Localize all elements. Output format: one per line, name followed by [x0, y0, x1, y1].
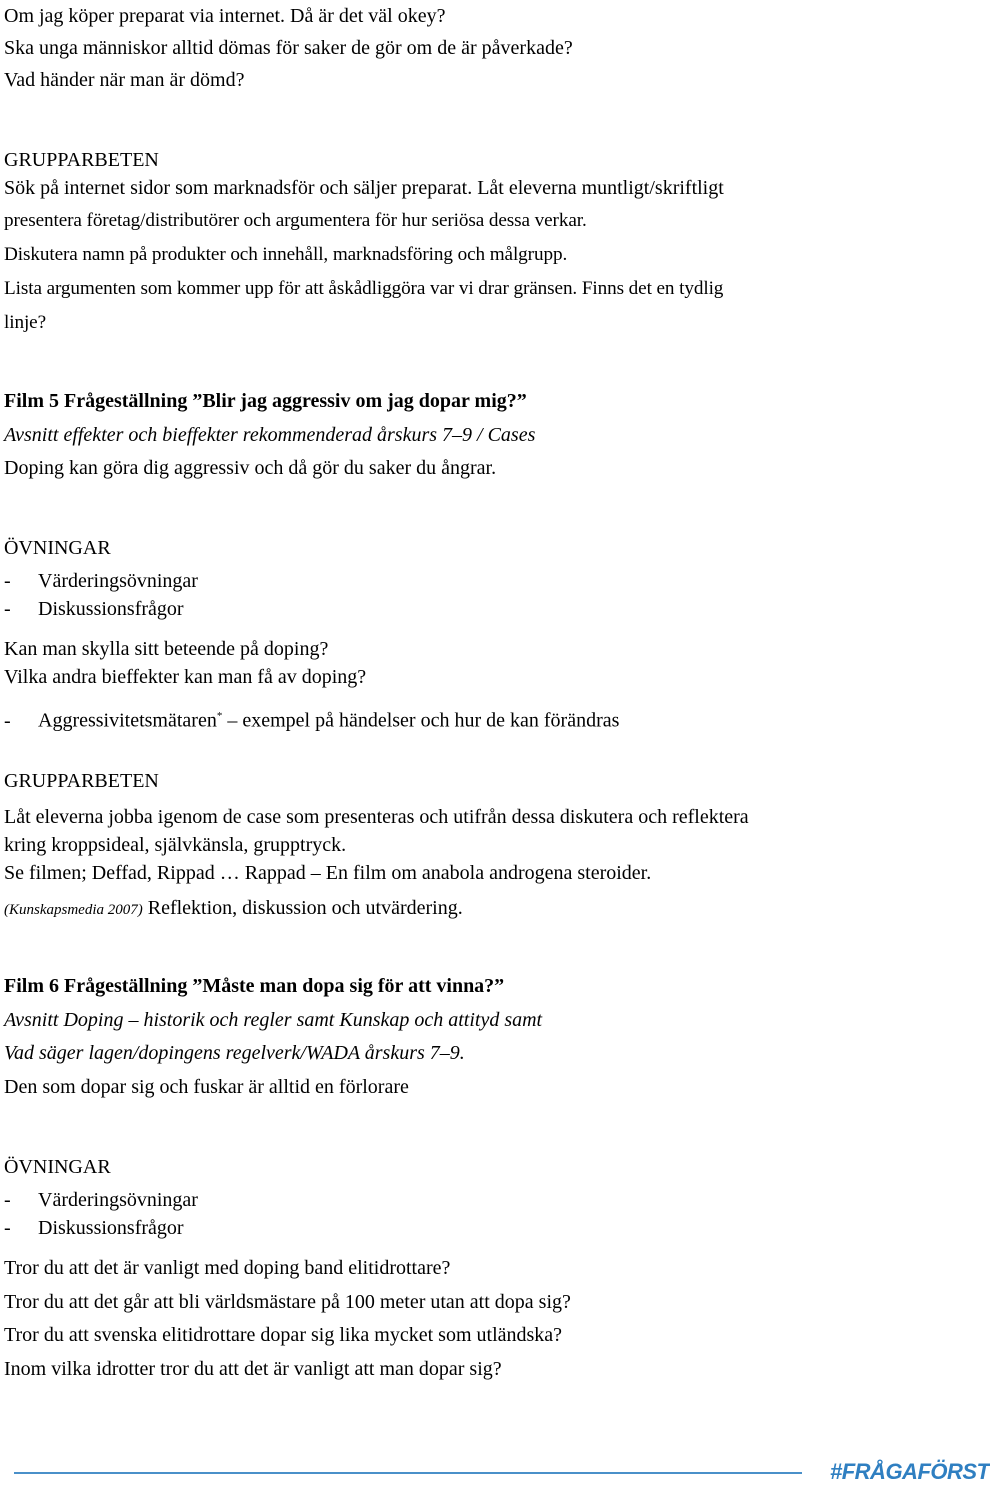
section-heading-ovningar: ÖVNINGAR — [4, 537, 111, 559]
paragraph-text: Reflektion, diskussion och utvärdering. — [147, 897, 463, 919]
discussion-question: Tror du att svenska elitidrottare dopar sig lika mycket som utländska? — [4, 1324, 563, 1346]
question-line: Ska unga människor alltid dömas för saker de gör om de är påverkade? — [4, 37, 573, 59]
list-dash: - — [4, 1189, 11, 1211]
paragraph-line: Sök på internet sidor som marknadsför och säljer preparat. Låt eleverna muntligt/skriftligt — [4, 177, 724, 199]
question-line: Vad händer när man är dömd? — [4, 69, 245, 91]
discussion-question: Inom vilka idrotter tror du att det är vanligt att man dopar sig? — [4, 1358, 502, 1380]
list-item-text: Värderingsövningar — [38, 1189, 198, 1211]
discussion-question: Tror du att det går att bli världsmästare på 100 meter utan att dopa sig? — [4, 1291, 571, 1313]
reference-citation: (Kunskapsmedia 2007) — [4, 902, 143, 918]
paragraph-line: linje? — [4, 312, 47, 333]
paragraph-line: kring kroppsideal, självkänsla, grupptryck. — [4, 834, 347, 856]
film-5-description: Doping kan göra dig aggressiv och då gör du saker du ångrar. — [4, 457, 497, 479]
film-6-description: Den som dopar sig och fuskar är alltid en förlorare — [4, 1076, 409, 1098]
discussion-question: Kan man skylla sitt beteende på doping? — [4, 638, 329, 660]
fragaforst-logo: #FRÅGAFÖRST — [830, 1459, 990, 1484]
film-5-title: Film 5 Frågeställning ”Blir jag aggressiv om jag dopar mig?” — [4, 390, 527, 412]
paragraph-line: presentera företag/distributörer och argumentera för hur seriösa dessa verkar. — [4, 210, 587, 231]
list-item — [4, 704, 619, 733]
list-item-text: – exempel på händelser och hur de kan förändras — [222, 709, 620, 732]
list-dash: - — [4, 598, 11, 620]
paragraph-line: Lista argumenten som kommer upp för att åskådliggöra var vi drar gränsen. Finns det en tydlig — [4, 278, 724, 299]
film-6-title: Film 6 Frågeställning ”Måste man dopa sig för att vinna?” — [4, 975, 505, 997]
list-item-text: Diskussionsfrågor — [38, 598, 184, 620]
list-item-text: Diskussionsfrågor — [38, 1217, 184, 1239]
section-heading-ovningar: ÖVNINGAR — [4, 1156, 111, 1178]
footer-divider — [14, 1472, 802, 1474]
list-item — [4, 569, 198, 593]
list-dash: - — [4, 1217, 11, 1239]
discussion-question: Tror du att det är vanligt med doping band elitidrottare? — [4, 1257, 451, 1279]
list-dash: - — [4, 570, 11, 592]
film-6-section: Avsnitt Doping – historik och regler samt Kunskap och attityd samt — [4, 1009, 543, 1031]
list-item-text: Aggressivitetsmätaren — [38, 709, 217, 732]
list-dash: - — [4, 709, 11, 732]
discussion-question: Vilka andra bieffekter kan man få av doping? — [4, 666, 367, 688]
paragraph-line: Diskutera namn på produkter och innehåll, marknadsföring och målgrupp. — [4, 244, 568, 265]
section-heading-grupparbeten: GRUPPARBETEN — [4, 149, 159, 171]
list-item — [4, 1216, 184, 1240]
list-item — [4, 597, 184, 621]
film-5-section: Avsnitt effekter och bieffekter rekommenderad årskurs 7–9 / Cases — [4, 424, 536, 446]
paragraph-line: Se filmen; Deffad, Rippad … Rappad – En film om anabola androgena steroider. — [4, 862, 652, 884]
paragraph-line — [4, 896, 463, 922]
list-item — [4, 1188, 198, 1212]
list-item-text: Värderingsövningar — [38, 570, 198, 592]
question-line: Om jag köper preparat via internet. Då är det väl okey? — [4, 5, 446, 27]
section-heading-grupparbeten: GRUPPARBETEN — [4, 770, 159, 792]
footnote-star: * — [216, 710, 223, 722]
paragraph-line: Låt eleverna jobba igenom de case som presenteras och utifrån dessa diskutera och reflektera — [4, 806, 749, 828]
film-6-section: Vad säger lagen/dopingens regelverk/WADA årskurs 7–9. — [4, 1042, 465, 1064]
